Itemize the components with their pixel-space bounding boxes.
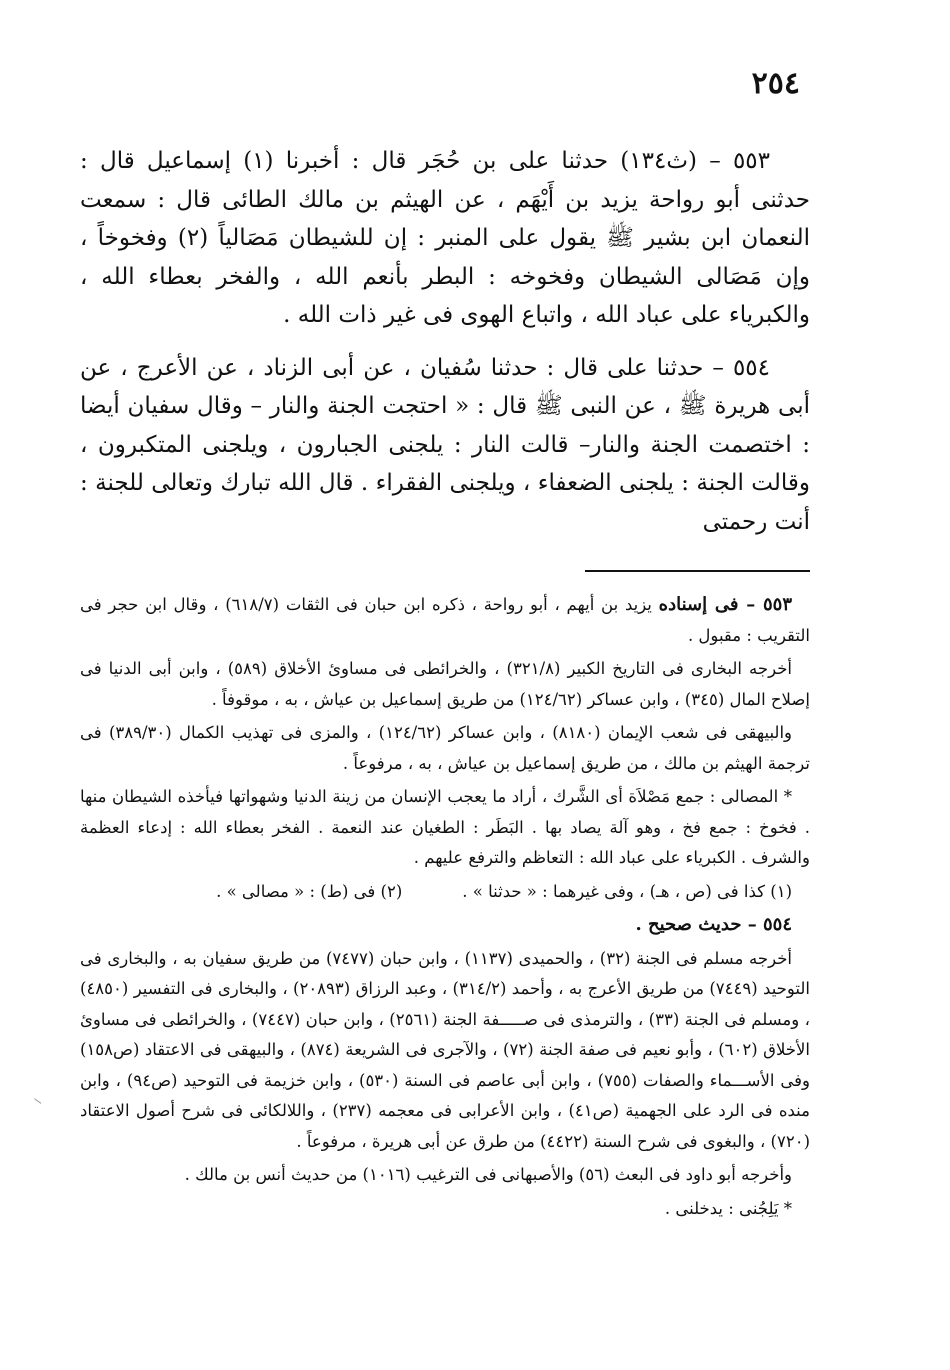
footnotes [80, 590, 810, 1227]
footnote-553-takhrij-1: أخرجه البخارى فى التاريخ الكبير (٣٢١/٨) ، والخرائطى فى مساوئ الأخلاق (٥٨٩) ، وابن أبى الدنيا فى إصلاح المال (٣٤٥) ، وابن عساكر (١٢٤/٦٢) من طريق إسماعيل بن عياش ، به ، موقوفاً . [80, 659, 810, 709]
footnote-554-takhrij-2: وأخرجه أبو داود فى البعث (٥٦) والأصبهانى فى الترغيب (١٠١٦) من حديث أنس بن مالك . [184, 1165, 792, 1184]
variant-note-1: (١) كذا فى (ص ، هـ) ، وفى غيرهما : « حدثنا » . [462, 881, 792, 901]
footnote-553-takhrij-2: والبيهقى فى شعب الإيمان (٨١٨٠) ، وابن عساكر (١٢٤/٦٢) ، والمزى فى تهذيب الكمال (٣٨٩/٣٠) فى ترجمة الهيثم بن مالك ، من طريق إسماعيل بن عياش ، به ، مرفوعاً . [80, 723, 810, 773]
footnote-separator [585, 570, 810, 572]
hadith-554: ٥٥٤ – حدثنا على قال : حدثنا سُفيان ، عن أبى الزناد ، عن الأعرج ، عن أبى هريرة ﷺ ، عن النبى ﷺ قال : « احتجت الجنة والنار – وقال سفيان أيضا : اختصمت الجنة والنار– قالت النار : يلجنى الجبارون ، ويلجنى المتكبرون ، وقالت الجنة : يلجنى الضعفاء ، ويلجنى الفقراء . قال الله تبارك وتعالى للجنة : أنت رحمتى [80, 354, 810, 535]
main-text [80, 142, 810, 555]
footnote-553-intro [80, 590, 810, 651]
footnote-553-text: يزيد بن أيهم ، أبو رواحة ، ذكره ابن حبان فى الثقات (٦١٨/٧) ، وقال ابن حجر فى التقريب : مقبول . [80, 595, 810, 645]
page-number: ٢٥٤ [751, 66, 800, 101]
footnote-553-heading: ٥٥٣ – فى إسناده [658, 594, 792, 615]
variant-notes [80, 877, 810, 908]
footnote-554-takhrij-1: أخرجه مسلم فى الجنة (٣٢) ، والحميدى (١١٣٧) ، وابن حبان (٧٤٧٧) من طريق سفيان به ، والبخارى فى التوحيد (٧٤٤٩) من طريق الأعرج به ، وأحمد (٣١٤/٢) ، وعبد الرزاق (٢٠٨٩٣) ، والبخارى فى التفسير (٤٨٥٠) ، ومسلم فى الجنة (٣٣) ، والترمذى فى صـــــفة الجنة (٢٥٦١) ، وابن حبان (٧٤٤٧) ، والخرائطى فى مساوئ الأخلاق (٦٠٢) ، وأبو نعيم فى صفة الجنة (٧٢) ، والآجرى فى الشريعة (٨٧٤) ، والبيهقى فى الاعتقاد (ص١٥٨) وفى الأســـماء والصفات (٧٥٥) ، وابن أبى عاصم فى السنة (٥٣٠) ، وابن خزيمة فى التوحيد (ص٩٤) ، وابن منده فى الرد على الجهمية (ص٤١) ، وابن الأعرابى فى معجمه (٢٣٧) ، واللالكائى فى شرح أصول الاعتقاد (٧٢٠) ، والبغوى فى شرح السنة (٤٤٢٢) من طرق عن أبى هريرة ، مرفوعاً . [80, 948, 810, 1151]
footnote-554-gloss: * يَلِجُنى : يدخلنى . [664, 1198, 792, 1218]
variant-note-2: (٢) فى (ط) : « مصالى » . [216, 881, 403, 901]
footnote-554-heading: ٥٥٤ – حديث صحيح . [635, 914, 792, 935]
hadith-553: ٥٥٣ – (ث١٣٤) حدثنا على بن حُجَر قال : أخبرنا (١) إسماعيل قال : حدثنى أبو رواحة يزيد بن أَيْهَم ، عن الهيثم بن مالك الطائى قال : سمعت النعمان ابن بشير ﷺ يقول على المنبر : إن للشيطان مَصَالياً (٢) وفخوخاً ، وإن مَصَالى الشيطان وفخوخه : البطر بأنعم الله ، والفخر بعطاء الله ، والكبرياء على عباد الله ، واتباع الهوى فى غير ذات الله . [80, 148, 810, 328]
footnote-553-gloss: * المصالى : جمع مَصْلاَة أى الشَّرك ، أراد ما يعجب الإنسان من زينة الدنيا وشهواتها فيأخذه الشيطان منها . فخوخ : جمع فخ ، وهو آلة يصاد بها . البَطَر : الطغيان عند النعمة . الفخر بعطاء الله : إدعاء العظمة والشرف . الكبرياء على عباد الله : التعاظم والترفع عليهم . [80, 787, 810, 867]
margin-mark [31, 1098, 42, 1108]
